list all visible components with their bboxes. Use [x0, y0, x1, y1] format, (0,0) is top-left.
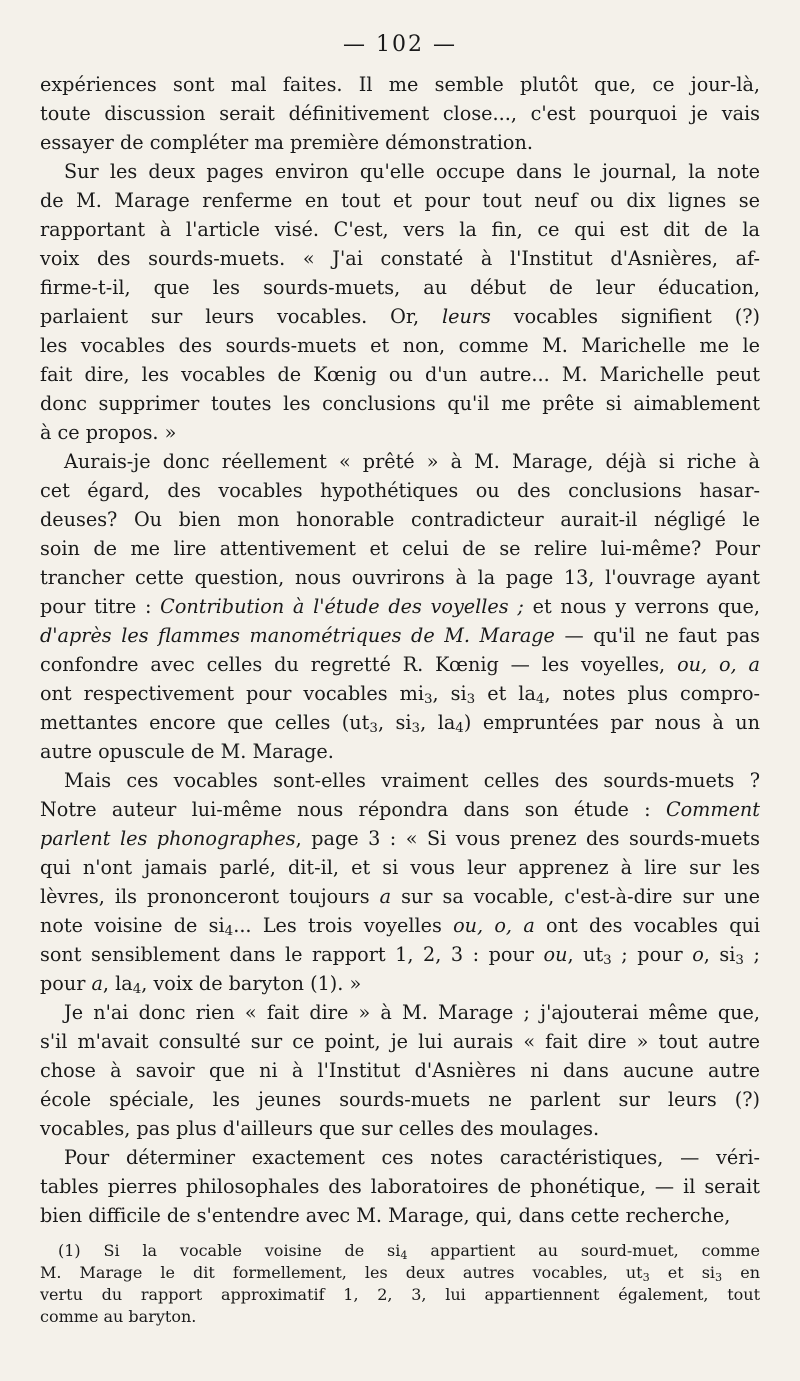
- text-line: s'il m'avait consulté sur ce point, je lui aurais « fait dire » tout autre: [40, 1030, 760, 1053]
- body-text: [40, 70, 760, 1230]
- text-line: fait dire, les vocables de Kœnig ou d'un autre... M. Marichelle peut: [40, 363, 760, 386]
- text-line: toute discussion serait définitivement close..., c'est pourquoi je vais: [40, 102, 760, 125]
- text-line: Mais ces vocables sont-elles vraiment celles des sourds-muets ?: [64, 769, 760, 792]
- paragraph: [40, 998, 760, 1143]
- text-line: d'après les flammes manométriques de M. Marage — qu'il ne faut pas: [40, 624, 761, 647]
- text-line: sont sensiblement dans le rapport 1, 2, 3 : pour ou, $ut_3$ ; pour o, $si_3$ ;: [40, 943, 760, 968]
- text-line: bien difficile de s'entendre avec M. Marage, qui, dans cette recherche,: [40, 1204, 731, 1227]
- text-line: Pour déterminer exactement ces notes caractéristiques, — véri-: [64, 1146, 760, 1169]
- text-line: firme-t-il, que les sourds-muets, au début de leur éducation,: [40, 276, 760, 299]
- text-line: expériences sont mal faites. Il me semble plutôt que, ce jour-là,: [40, 73, 760, 96]
- footnote-line: vertu du rapport approximatif 1, 2, 3, lui appartiennent également, tout: [40, 1285, 760, 1304]
- text-line: pour titre : Contribution à l'étude des voyelles ; et nous y verrons que,: [40, 595, 760, 618]
- paragraph: [40, 1143, 760, 1230]
- text-line: note voisine de $si_4$... Les trois voyelles ou, o, a ont des vocables qui: [40, 914, 760, 939]
- footnote: [40, 1240, 760, 1328]
- text-line: voix des sourds-muets. « J'ai constaté à l'Institut d'Asnières, af-: [40, 247, 760, 270]
- text-line: ont respectivement pour vocables $mi_3$, $si_3$ et $la_4$, notes plus compro-: [40, 682, 761, 707]
- text-line: école spéciale, les jeunes sourds-muets ne parlent sur leurs (?): [40, 1088, 760, 1111]
- text-line: les vocables des sourds-muets et non, comme M. Marichelle me le: [40, 334, 760, 357]
- text-line: Aurais-je donc réellement « prêté » à M. Marage, déjà si riche à: [64, 450, 760, 473]
- text-line: à ce propos. »: [40, 421, 177, 444]
- text-line: essayer de compléter ma première démonstration.: [40, 131, 533, 154]
- text-line: lèvres, ils prononceront toujours a sur sa vocable, c'est-à-dire sur une: [40, 885, 760, 908]
- text-line: mettantes encore que celles ($ut_3$, $si_3$, $la_4$) empruntées par nous à un: [40, 711, 760, 736]
- text-line: Je n'ai donc rien « fait dire » à M. Marage ; j'ajouterai même que,: [64, 1001, 760, 1024]
- text-line: parlent les phonographes, page 3 : « Si vous prenez des sourds-muets: [40, 827, 760, 850]
- page-number: — 102 —: [343, 32, 457, 57]
- text-line: trancher cette question, nous ouvrirons à la page 13, l'ouvrage ayant: [40, 566, 760, 589]
- text-line: parlaient sur leurs vocables. Or, leurs vocables signifient (?): [40, 305, 760, 328]
- text-line: soin de me lire attentivement et celui de se relire lui-même? Pour: [40, 537, 760, 560]
- text-line: tables pierres philosophales des laboratoires de phonétique, — il serait: [40, 1175, 760, 1198]
- text-line: pour a, $la_4$, voix de baryton (1). »: [40, 972, 362, 997]
- text-line: autre opuscule de M. Marage.: [40, 740, 334, 763]
- text-line: qui n'ont jamais parlé, dit-il, et si vous leur apprenez à lire sur les: [40, 856, 760, 879]
- footnote-line: (1) Si la vocable voisine de $si_4$ appartient au sourd-muet, comme: [58, 1241, 761, 1262]
- text-line: rapportant à l'article visé. C'est, vers la fin, ce qui est dit de la: [40, 218, 760, 241]
- paragraph: [40, 766, 760, 998]
- footnote-line: M. Marage le dit formellement, les deux autres vocables, $ut_3$ et $si_3$ en: [40, 1263, 760, 1284]
- footnote-line: comme au baryton.: [40, 1307, 197, 1326]
- paragraph: [40, 157, 760, 447]
- text-line: Sur les deux pages environ qu'elle occupe dans le journal, la note: [64, 160, 760, 183]
- text-line: donc supprimer toutes les conclusions qu'il me prête si aimablement: [40, 392, 760, 415]
- paragraph: [40, 70, 760, 157]
- text-line: confondre avec celles du regretté R. Kœnig — les voyelles, ou, o, a: [40, 653, 760, 676]
- text-line: deuses? Ou bien mon honorable contradicteur aurait-il négligé le: [40, 508, 760, 531]
- text-line: Notre auteur lui-même nous répondra dans son étude : Comment: [40, 798, 760, 821]
- paragraph: [40, 447, 760, 766]
- text-line: vocables, pas plus d'ailleurs que sur celles des moulages.: [40, 1117, 600, 1140]
- text-line: de M. Marage renferme en tout et pour tout neuf ou dix lignes se: [40, 189, 760, 212]
- text-line: chose à savoir que ni à l'Institut d'Asnières ni dans aucune autre: [40, 1059, 760, 1082]
- text-line: cet égard, des vocables hypothétiques ou des conclusions hasar-: [40, 479, 760, 502]
